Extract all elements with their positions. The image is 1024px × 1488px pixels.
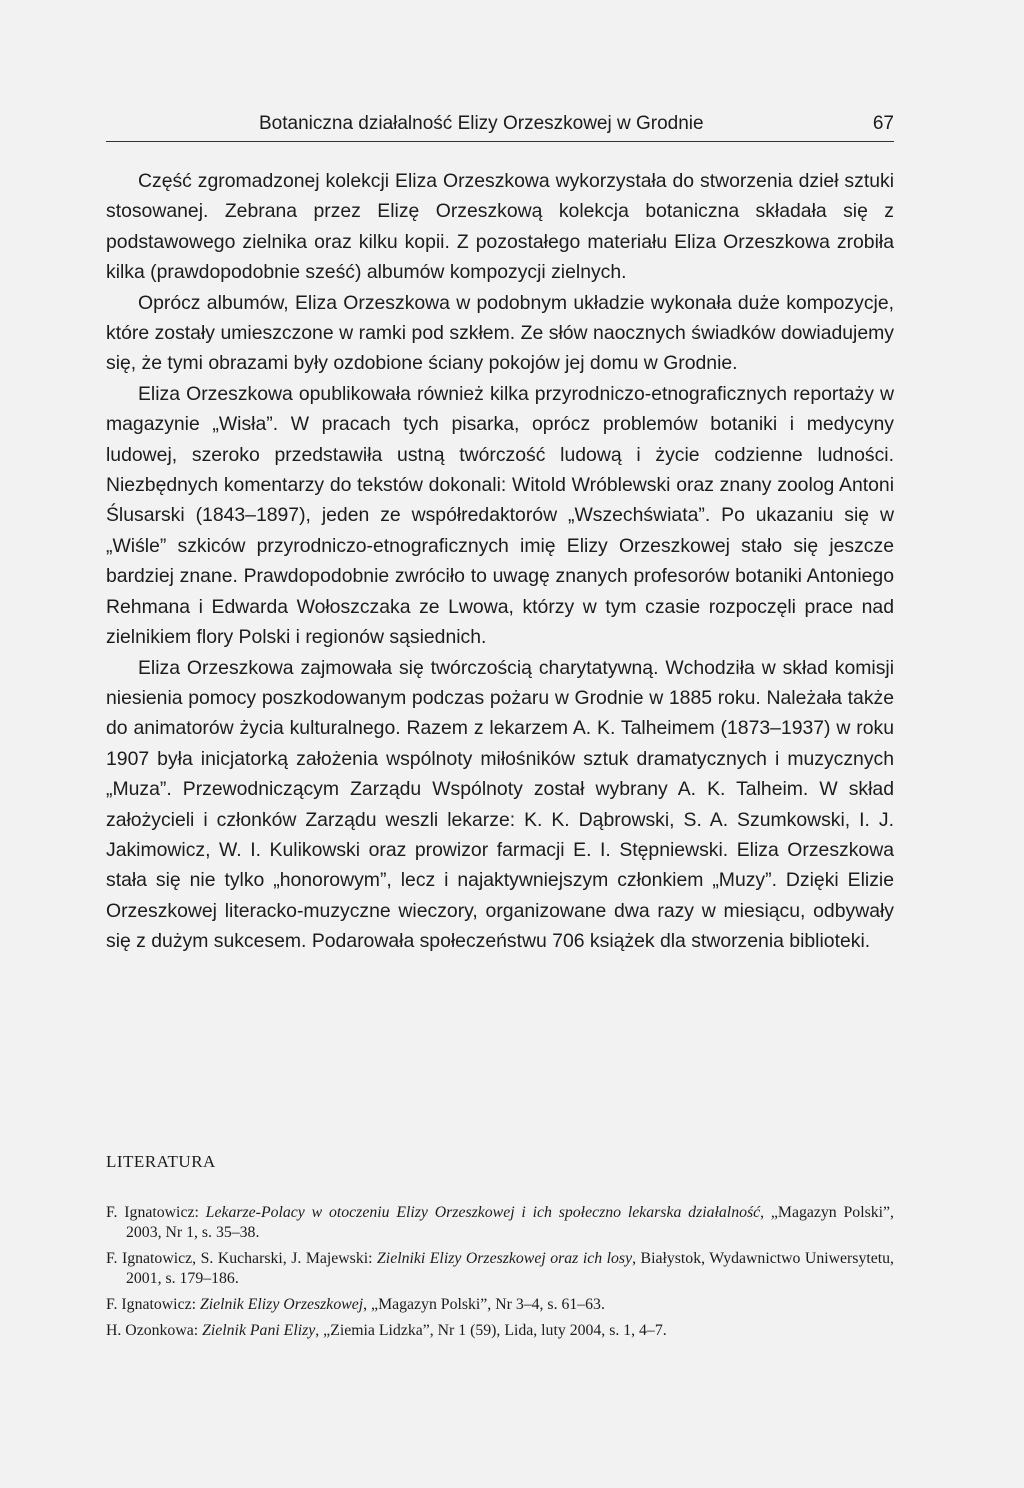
running-header [106, 108, 894, 142]
reference-item [106, 1321, 894, 1341]
paragraph: Eliza Orzeszkowa opublikowała również kilka przyrodniczo-etnograficznych reportaży w magazynie „Wisła”. W pracach tych pisarka, oprócz problemów botaniki i medycyny ludowej, szeroko przedstawiła ustną twórczość ludową i życie codzienne ludności. Niezbędnych komentarzy do tekstów dokonali: Witold Wróblewski oraz znany zoolog Antoni Ślusarski (1843–1897), jeden ze współredaktorów „Wszechświata”. Po ukazaniu się w „Wiśle” szkiców przyrodniczo-etnograficznych imię Elizy Orzeszkowej stało się jeszcze bardziej znane. Prawdopodobnie zwróciło to uwagę znanych profesorów botaniki Antoniego Rehmana i Edwarda Wołoszczaka ze Lwowa, którzy w tym czasie rozpoczęli prace nad zielnikiem flory Polski i regionów sąsiednich. [106, 382, 894, 649]
body-text [106, 166, 894, 957]
reference-item [106, 1203, 894, 1243]
reference-details: , „Magazyn Polski”, 2003, Nr 1, s. 35–38. [126, 1204, 894, 1241]
reference-list [106, 1203, 894, 1347]
reference-details: , „Magazyn Polski”, Nr 3–4, s. 61–63. [363, 1296, 605, 1313]
reference-title: Lekarze-Polacy w otoczeniu Elizy Orzeszkowej i ich społeczno lekarska działalność [205, 1204, 761, 1221]
reference-title: Zielnik Elizy Orzeszkowej [199, 1296, 364, 1313]
reference-item [106, 1249, 894, 1289]
reference-item [106, 1295, 894, 1315]
reference-details: , „Ziemia Lidzka”, Nr 1 (59), Lida, luty 2004, s. 1, 4–7. [315, 1322, 667, 1339]
paragraph: Część zgromadzonej kolekcji Eliza Orzeszkowa wykorzystała do stworzenia dzieł sztuki stosowanej. Zebrana przez Elizę Orzeszkową kolekcja botaniczna składała się z podstawowego zielnika oraz kilku kopii. Z pozostałego materiału Eliza Orzeszkowa zrobiła kilka (prawdopodobnie sześć) albumów kompozycji zielnych. [106, 170, 894, 284]
page-number: 67 [872, 113, 894, 134]
literature-heading: LITERATURA [106, 1152, 216, 1171]
running-title: Botaniczna działalność Elizy Orzeszkowej w Grodnie [259, 113, 704, 134]
reference-title: Zielnik Pani Elizy [202, 1322, 316, 1339]
reference-details: , Białystok, Wydawnictwo Uniwersytetu, 2001, s. 179–186. [126, 1250, 894, 1287]
paragraph: Eliza Orzeszkowa zajmowała się twórczością charytatywną. Wchodziła w skład komisji niesienia pomocy poszkodowanym podczas pożaru w Grodnie w 1885 roku. Należała także do animatorów życia kulturalnego. Razem z lekarzem A. K. Talheimem (1873–1937) w roku 1907 była inicjatorką założenia wspólnoty miłośników sztuk dramatycznych i muzycznych „Muza”. Przewodniczącym Zarządu Wspólnoty został wybrany A. K. Talheim. W skład założycieli i członków Zarządu weszli lekarze: K. K. Dąbrowski, S. A. Szumkowski, I. J. Jakimowicz, W. I. Kulikowski oraz prowizor farmacji E. I. Stępniewski. Eliza Orzeszkowa stała się nie tylko „honorowym”, lecz i najaktywniejszym członkiem „Muzy”. Dzięki Elizie Orzeszkowej literacko-muzyczne wieczory, organizowane dwa razy w miesiącu, odbywały się z dużym sukcesem. Podarowała społeczeństwu 706 książek dla stworzenia biblioteki. [106, 656, 894, 953]
reference-author: F. Ignatowicz: [106, 1204, 206, 1221]
reference-author: F. Ignatowicz, S. Kucharski, J. Majewski: [106, 1250, 378, 1267]
paragraph: Oprócz albumów, Eliza Orzeszkowa w podobnym układzie wykonała duże kompozycje, które zostały umieszczone w ramki pod szkłem. Ze słów naocznych świadków dowiadujemy się, że tymi obrazami były ozdobione ściany pokojów jej domu w Grodnie. [106, 291, 894, 375]
reference-author: F. Ignatowicz: [106, 1296, 200, 1313]
reference-title: Zielniki Elizy Orzeszkowej oraz ich losy [377, 1250, 633, 1267]
reference-author: H. Ozonkowa: [106, 1322, 203, 1339]
